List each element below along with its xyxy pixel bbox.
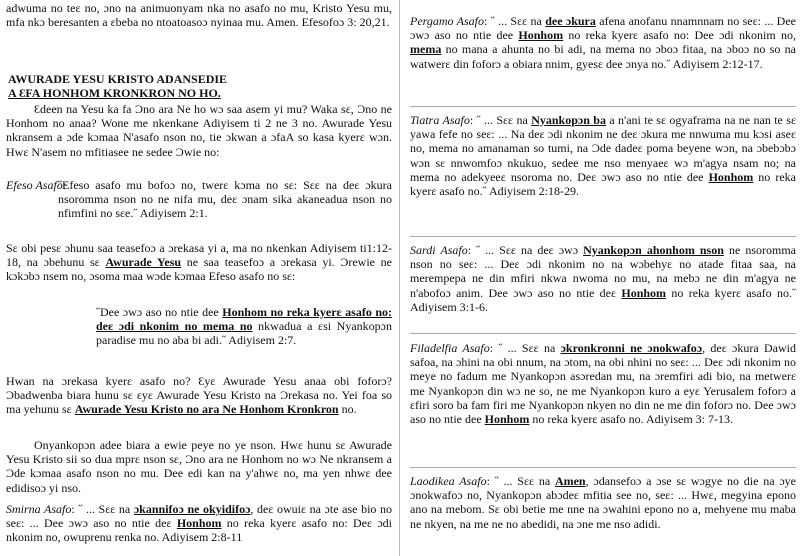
divider-rule: [410, 333, 796, 334]
emphasis-smirna-2: Honhom: [176, 516, 222, 531]
teaser-paragraph: Sɛ obi pesɛ ɔhunu saa teasefoɔ a ɔrekasa yi a, ma no nkenkan Adiyisem ti1:12-18, na ɔbehunu sɛ Awurade Yesu ne saa teasefoɔ a ɔrekasa yi. Ɔrewie ne kɔkɔbɔ nsem no, ɔsoma maa wɔde kɔmaa Efeso asafo no sɛ:: [6, 241, 392, 284]
laodikea-label: Laodikea Asafo: [410, 474, 487, 488]
filadelfia-label: Filadelfia Asafo: [410, 341, 490, 355]
pergamo-label: Pergamo Asafo: [410, 14, 485, 28]
emphasis-honhom-quote: Honhom no reka kyerɛ asafo no: deɛ ɔdi nkonim no mema no: [96, 305, 393, 334]
efeso-text: ˝Efeso asafo mu bofoɔ no, twerɛ kɔma no sɛ: Sɛɛ na deɛ ɔkura nsoromma nson no ne nifa mu, deɛ ɔnam sika akaneadua nson no nfimfini no sɛe.˝ Adiyisem 2:1.: [58, 178, 392, 221]
heading-line-1: AWURADE YESU KRISTO ADANSEDIE: [8, 72, 228, 86]
opening-paragraph: adwuma no teɛ no, ɔno na animuonyam nka no asafo no mu, Kristo Yesu mu, mfa nkɔ beresanten a ɛbeba no ntoatoasoɔ nyinaa mu. Amen. Efesofoɔ 3: 20,21.: [6, 1, 392, 30]
emphasis-pergamo-1: dee ɔkura: [545, 14, 596, 28]
filadelfia-passage: Filadelfia Asafo: ˝ ... Sɛɛ na ɔkronkronni ne ɔnokwafoɔ, deɛ ɔkura Dawid safoa, na ɔhini na obi nnum, na ɔtom, na obi nhini no seɛ: ... Deɛ ɔdi nkonim no meye no fadum me Nyankopɔn asɔredan mu, na ɔremfiri adi bio, na metwerɛ me Nyankopɔn din wɔ ne so, ne me Nyankopɔn kuro a eyɛ Yerusalem foforɔ a ɛfiri soro ba fam firi me Nyankopɔn nkyen no din ne me din foforɔ no. Dee ɔwɔ aso no ntie dee Honhom no reka kyerɛ asafo no. Adiyisem 3: 7-13.: [410, 341, 796, 427]
efeso-passage: [6, 178, 392, 221]
section-heading: [8, 72, 227, 100]
emphasis-filadelfia-2: Honhom: [484, 412, 530, 427]
emphasis-awurade-yesu: Awurade Yesu: [105, 255, 182, 270]
intro-paragraph: Ɛdeen na Yesu ka fa Ɔno ara Ne ho wɔ saa asem yi mu? Waka sɛ, Ɔno ne Honhom no anaa? Wone me nkenkane Adiyisem ti 2 ne 3 no. Awurade Yesu nkransem a ɔde kɔmaa N'asafo nson no, tie ɔkwan a ɔfaA so kasa kyerɛ wɔn. Hwɛ N'asem no mfitiasee ne sedee Ɔwie no:: [6, 102, 392, 159]
emphasis-pergamo-2: Honhom: [518, 28, 564, 43]
emphasis-smirna-1: ɔkannifoɔ ne okyidifoɔ: [133, 502, 251, 516]
question-paragraph: Hwan na ɔrekasa kyerɛ asafo no? Ɛyɛ Awurade Yesu anaa obi foforɔ? Ɔbadwenba biara hunu sɛ ɛyɛ Awurade Yesu Kristo na Ɔrekasa no. Yei foa so ma yehunu sɛ Awurade Yesu Kristo no ara Ne Honhom Kronkron no.: [6, 374, 392, 417]
tiatra-label: Tiatra Asafo: [410, 113, 470, 127]
tiatra-passage: Tiatra Asafo: ˝ ... Sɛɛ na Nyankopɔn ba a n'ani te sɛ ogyaframa na ne nan te sɛ yawa fefe no seɛ: ... Na deɛ ɔdi nkonim ne deɛ ɔkura me nnwuma mu kɔsi aseɛ no, mema no amanaman so tumi, na Ɔde dadeɛ poma beyene wɔn, na ɔbebɔbɔ wɔn sɛ nnwomfoɔ nkukuo, sedee me nso menyaeɛ wɔ m'agya nsam no; na mema no adekyeeɛ nsoroma no. Deɛ ɔwɔ aso no ntie dee Honhom no reka kyerɛ asafo no.˝ Adiyisem 2:18-29.: [410, 113, 797, 199]
divider-rule: [410, 467, 796, 468]
emphasis-sardi-1: Nyankopɔn ahonhom nson: [583, 243, 724, 257]
emphasis-sardi-2: Honhom: [621, 285, 667, 300]
emphasis-tiatra-1: Nyankopɔn ba: [531, 113, 606, 127]
laodikea-passage: Laodikea Asafo: ˝ ... Sɛɛ na Amen, ɔdansefoɔ a ɔse sɛ wɔgye no die na ɔye ɔnokwafoɔ no, Nyankopɔn abɔdeɛ mfitia see no, seɛ: ... Hwɛ, megyina epono ano na mebom. Sɛ obi betie me nne na ɔwahini epono no a, mehyene mu maba ne nkyen, na me ne no abedidi, na ɔne me nso adidi.: [410, 474, 796, 531]
divider-rule: [410, 236, 796, 237]
heading-line-2: A ƐFA HONHOM KRONKRON NO HO.: [8, 86, 221, 101]
page-gutter: [399, 0, 400, 556]
efeso-label: Efeso Asafo:: [6, 178, 67, 192]
emphasis-filadelfia-1: ɔkronkronni ne ɔnokwafoɔ: [560, 341, 703, 355]
sardi-label: Sardi Asafo: [410, 243, 468, 257]
emphasis-honhom-kronkron: Awurade Yesu Kristo no ara Ne Honhom Kronkron: [74, 402, 339, 417]
smirna-passage: Smirna Asafo: ˝ ... Sɛɛ na ɔkannifoɔ ne okyidifoɔ, deɛ owuiɛ na ɔte ase bio no seɛ: ... Dee ɔwɔ aso no ntie deɛ Honhom no reka kyerɛ asafo no: Deɛ ɔdi nkonim no, owuprenu renka no. Adiyisem 2:8-11: [6, 502, 393, 545]
divider-rule: [410, 106, 796, 107]
emphasis-pergamo-3: mema: [410, 42, 442, 57]
efeso-quote: ˝Dee ɔwɔ aso no ntie dee Honhom no reka kyerɛ asafo no: deɛ ɔdi nkonim no mema no nkwadua a ɛsi Nyankopɔn paradise mu no aba bi adi.˝ Adiyisem 2:7.: [96, 305, 393, 348]
seven-paragraph: Onyankopɔn adee biara a ewie peye no ye nson. Hwɛ hunu sɛ Awurade Yesu Kristo sii so dua mprɛ nson sɛ, Ɔno ara ne Honhom no wɔ Ne nkransem a Ɔde kɔmaa asafo nson no mu. Dee edi kan na y'ahwɛ no, ma yen nhwɛ dee edidisoɔ yi nso.: [6, 438, 392, 495]
sardi-passage: Sardi Asafo: ˝ ... Sɛɛ na deɛ ɔwɔ Nyankopɔn ahonhom nson ne nsoromma nson no seɛ: ... Deɛ ɔdi nkonim no na wɔbehyɛ no atade fitaa saa, na merempepa ne din mfiri nkwa nwoma no mu, na mebɔ ne din m'agya ne n'abofoɔ anim. Dee ɔwɔ aso no ntie deɛ Honhom no reka kyerɛ asafo no.˝ Adiyisem 3:1-6.: [410, 243, 796, 314]
emphasis-laodikea-1: Amen: [554, 474, 586, 488]
emphasis-tiatra-2: Honhom: [708, 169, 754, 184]
pergamo-passage: Pergamo Asafo: ˝ ... Sɛɛ na dee ɔkura afena anofanu nnamnnam no seɛ: ... Dee ɔwɔ aso no ntie dee Honhom no reka kyerɛ asafo no: Dee ɔdi nkonim no, mema no mana a ahunta no bi adi, na mema no ɔboɔ fitaa, na ɔboɔ no so na watwerɛ din foforɔ a obiara nnim, gyesɛ dee ɔnya no.˝ Adiyisem 2:12-17.: [410, 14, 796, 71]
smirna-label: Smirna Asafo: [6, 502, 72, 516]
